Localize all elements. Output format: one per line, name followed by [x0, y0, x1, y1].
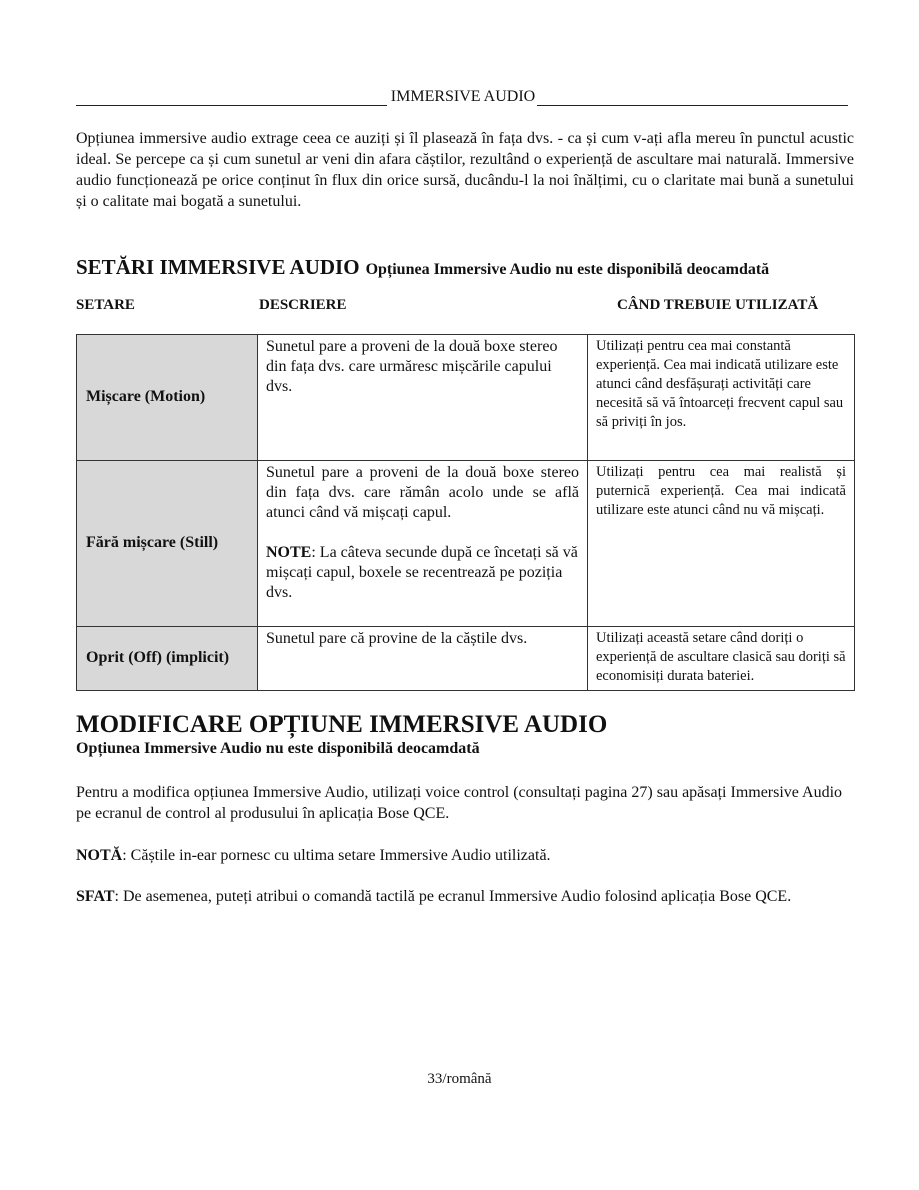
settings-table — [76, 334, 855, 691]
column-header-setting: SETARE — [76, 297, 135, 313]
column-header-description: DESCRIERE — [259, 297, 347, 313]
section-settings-heading — [76, 254, 866, 281]
setting-name: Fără mișcare (Still) — [77, 461, 258, 627]
page-number: 33/română — [427, 1071, 492, 1087]
modify-instructions: Pentru a modifica opțiunea Immersive Audio, utilizați voice control (consultați pagina 27) sau apăsați Immersive Audio pe ecranul de control al produsului în aplicația Bose QCE. — [76, 784, 843, 822]
nota-paragraph — [76, 845, 856, 866]
setting-name: Oprit (Off) (implicit) — [77, 627, 258, 691]
setting-when: Utilizați pentru cea mai constantă experiență. Cea mai indicată utilizare este atunci când desfășurați activități care necesită să vă întoarceți frecvent capul sau să priviți în jos. — [588, 335, 855, 461]
table-row — [77, 335, 855, 461]
nota-text: : Căștile in-ear pornesc cu ultima setare Immersive Audio utilizată. — [122, 847, 551, 864]
setting-when: Utilizați această setare când doriți o experiență de ascultare clasică sau doriți să economisiți durata bateriei. — [588, 627, 855, 691]
column-header-when: CÂND TREBUIE UTILIZATĂ — [617, 297, 819, 313]
setting-note — [266, 543, 579, 603]
note-text: : La câteva secunde după ce încetați să vă mișcați capul, boxele se recentrează pe poziția dvs. — [266, 544, 578, 601]
setting-description: Sunetul pare a proveni de la două boxe stereo din fața dvs. care urmăresc mișcările capului dvs. — [258, 335, 588, 461]
sfat-paragraph — [76, 886, 870, 907]
setting-name: Mișcare (Motion) — [77, 335, 258, 461]
sfat-text: : De asemenea, puteți atribui o comandă tactilă pe ecranul Immersive Audio folosind aplicația Bose QCE. — [114, 888, 792, 905]
header-rule-right — [537, 93, 848, 106]
setting-description: Sunetul pare a proveni de la două boxe stereo din fața dvs. care rămân acolo unde se află atunci când vă mișcați capul. — [266, 464, 579, 521]
header-title: IMMERSIVE AUDIO — [390, 88, 536, 105]
section-settings-note: Opțiunea Immersive Audio nu este disponibilă deocamdată — [365, 261, 770, 278]
header-rule-left — [76, 93, 387, 106]
sfat-label: SFAT — [76, 888, 115, 905]
section-settings-title: SETĂRI IMMERSIVE AUDIO — [76, 255, 360, 279]
section-modify-title: MODIFICARE OPȚIUNE IMMERSIVE AUDIO — [76, 711, 608, 738]
table-row — [77, 461, 855, 627]
note-label: NOTE — [266, 544, 312, 561]
section-modify-note: Opțiunea Immersive Audio nu este disponibilă deocamdată — [76, 740, 480, 757]
intro-paragraph: Opțiunea immersive audio extrage ceea ce auziți și îl plasează în fața dvs. - ca și cum v-ați afla mereu în punctul acustic ideal. Se percepe ca și cum sunetul ar veni din afara căștilor, rezultând o experiență de ascultare mai naturală. Immersive audio funcționează pe orice conținut în flux din orice sursă, ducându-l la noi înălțimi, cu o claritate mai bună a sunetului și o calitate mai bogată a sunetului. — [76, 130, 854, 210]
setting-description: Sunetul pare că provine de la căștile dvs. — [258, 627, 588, 691]
nota-label: NOTĂ — [76, 847, 123, 864]
page-header — [76, 88, 848, 106]
setting-when: Utilizați pentru cea mai realistă și puternică experiență. Cea mai indicată utilizare este atunci când nu vă mișcați. — [588, 461, 855, 627]
setting-description-cell — [258, 461, 588, 627]
table-row — [77, 627, 855, 691]
